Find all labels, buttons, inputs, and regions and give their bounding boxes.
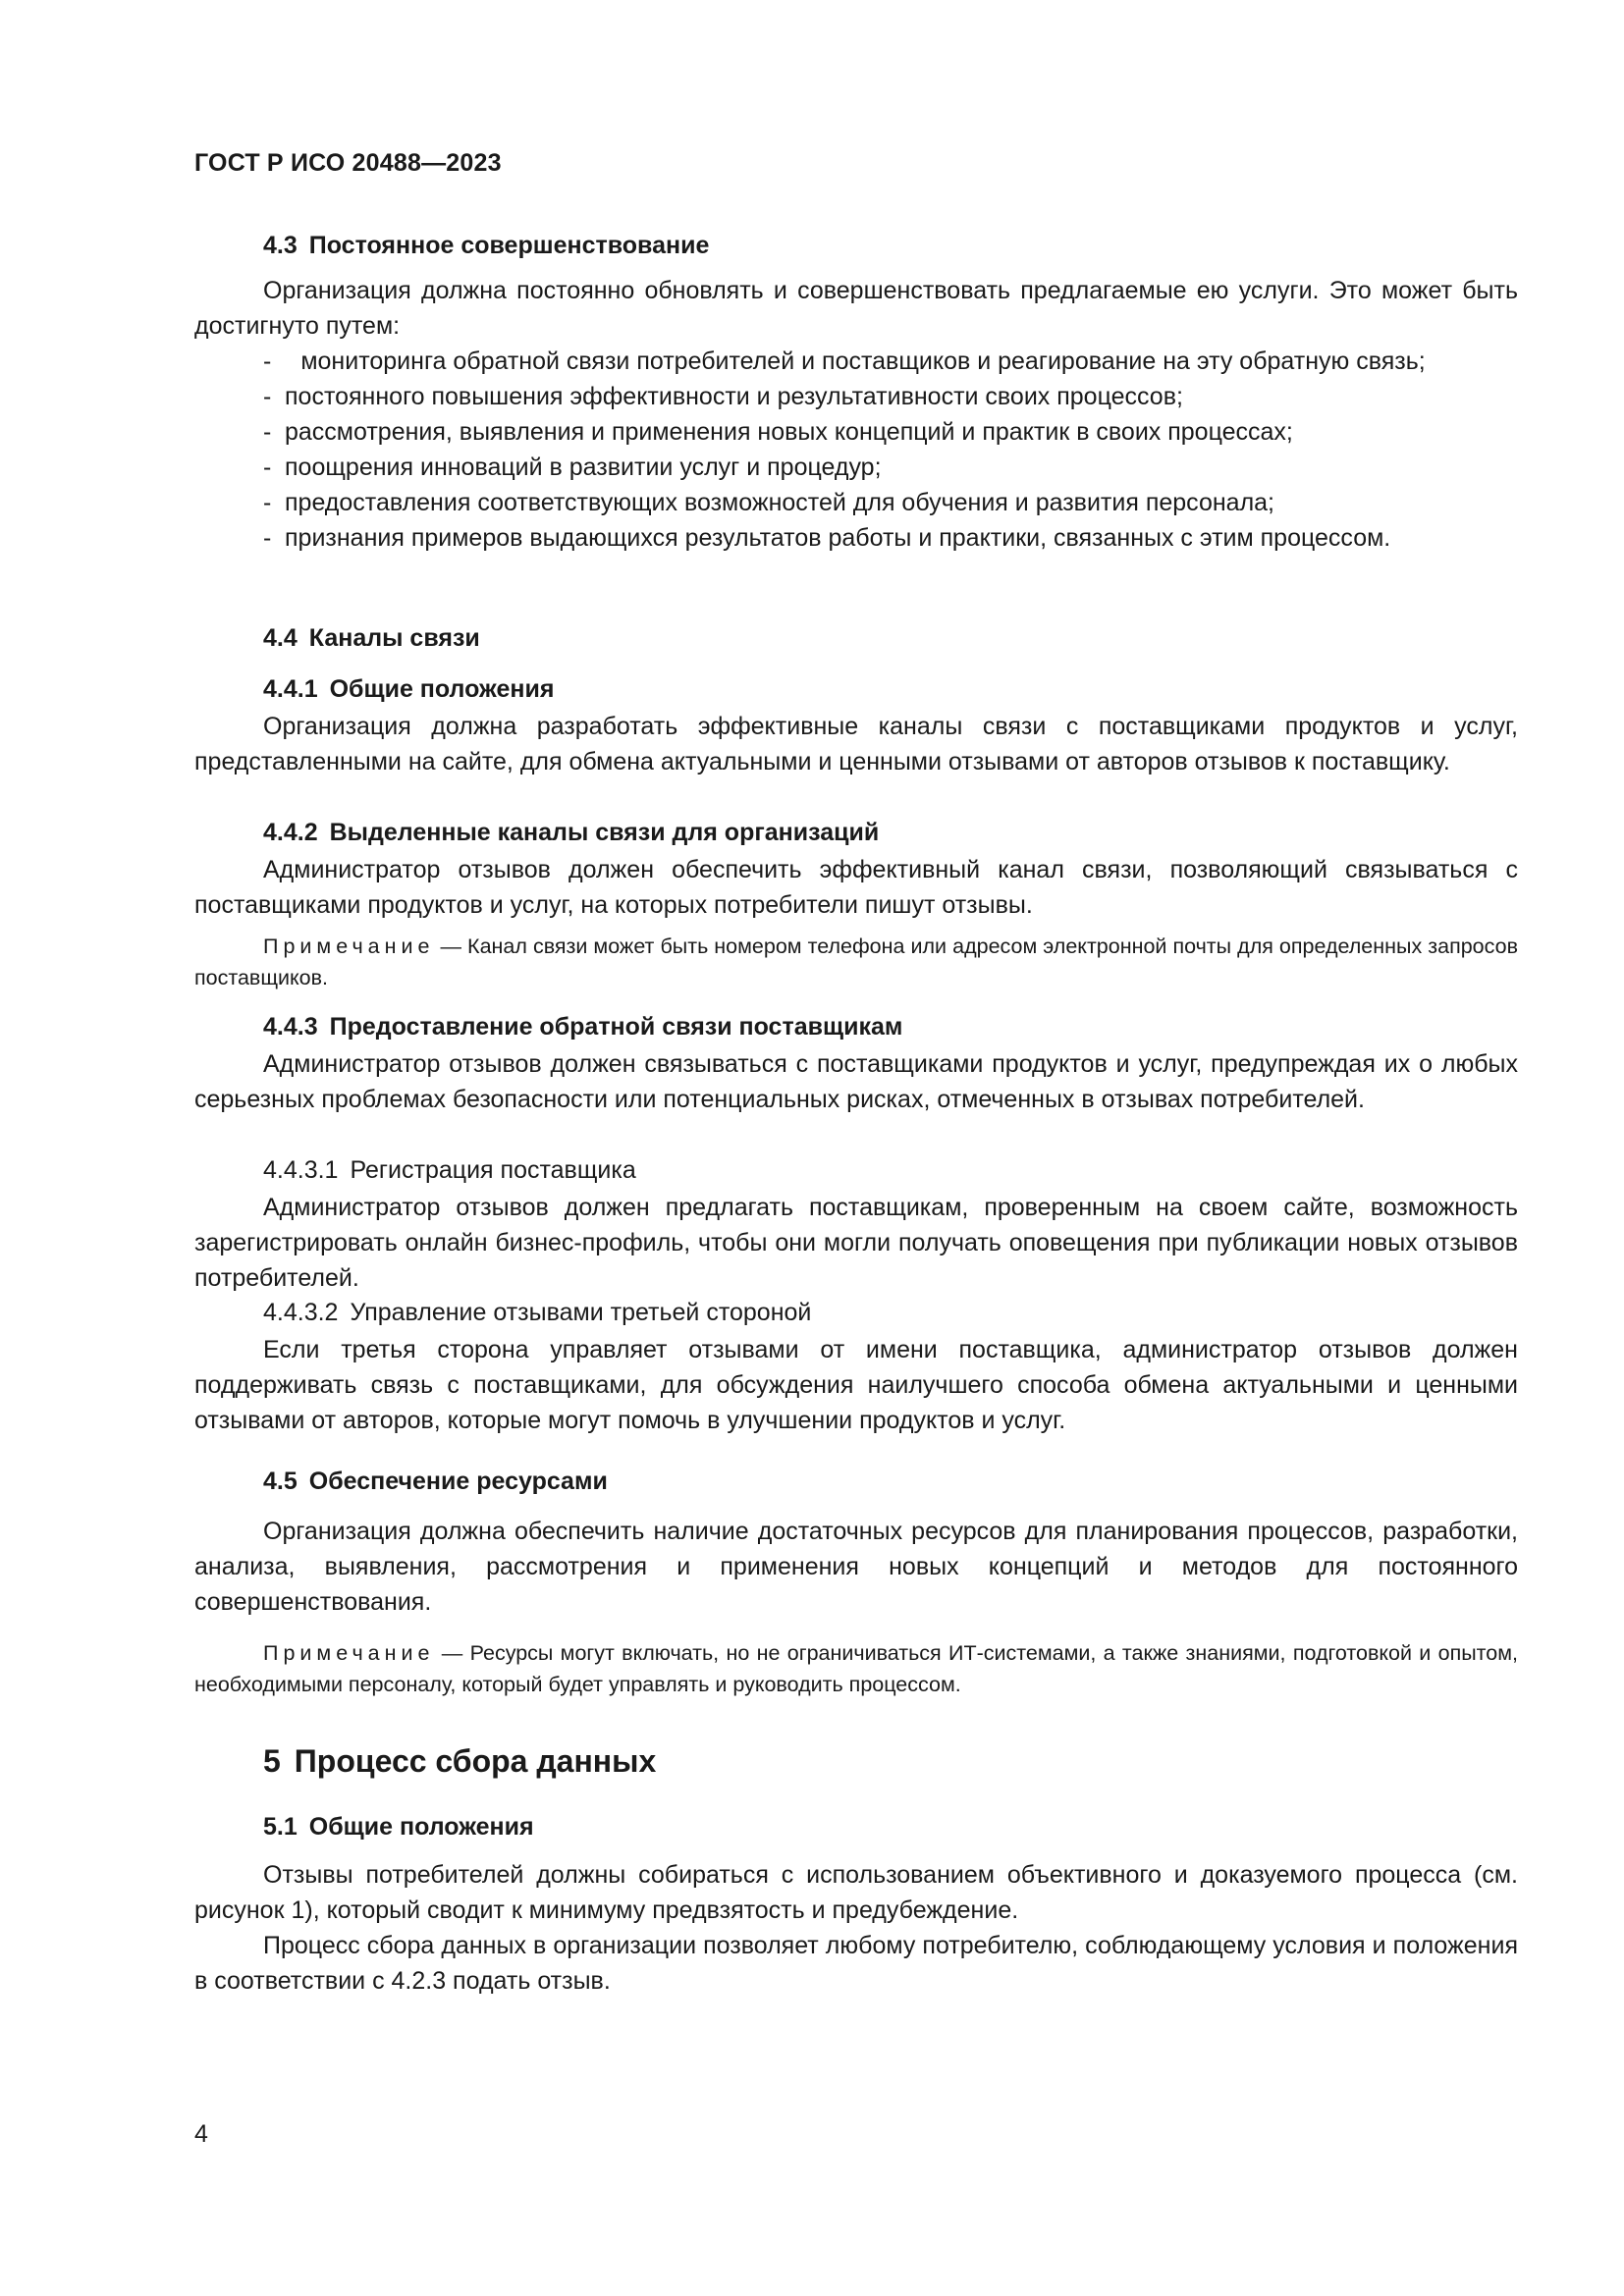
section-5-1-paragraph-1: Отзывы потребителей должны собираться с использованием объективного и доказуемого процесса (см. рисунок 1), который сводит к минимуму предвзятость и предубеждение. <box>194 1861 1518 1924</box>
section-number: 4.3 <box>263 232 298 259</box>
section-4-4-3-heading: 4.4.3 Предоставление обратной связи поставщикам <box>263 1013 903 1041</box>
section-4-4-3-text: Администратор отзывов должен связываться с поставщиками продуктов и услуг, предупреждая их о любых серьезных проблемах безопасности или потенциальных рисках, отмеченных в отзывах потребителей. <box>194 1050 1518 1113</box>
section-4-4-3-1-heading: 4.4.3.1 Регистрация поставщика <box>263 1156 636 1184</box>
section-4-4-3-2-text: Если третья сторона управляет отзывами от имени поставщика, администратор отзывов должен поддерживать связь с поставщиками, для обсуждения наилучшего способа обмена актуальными и ценными отзывами от авторов, которые могут помочь в улучшении продуктов и услуг. <box>194 1336 1518 1434</box>
document-header: ГОСТ Р ИСО 20488—2023 <box>194 149 502 177</box>
section-4-4-2-heading: 4.4.2 Выделенные каналы связи для организаций <box>263 819 880 846</box>
section-4-4-3-1-text: Администратор отзывов должен предлагать поставщикам, проверенным на своем сайте, возможность зарегистрировать онлайн бизнес-профиль, чтобы они могли получать оповещения при публикации новых отзывов потребителей. <box>194 1194 1518 1292</box>
list-item: - признания примеров выдающихся результатов работы и практики, связанных с этим процессом. <box>263 524 1391 552</box>
section-4-4-1-heading: 4.4.1 Общие положения <box>263 675 555 703</box>
section-4-3-intro: Организация должна постоянно обновлять и совершенствовать предлагаемые ею услуги. Это может быть достигнуто путем: <box>194 277 1518 340</box>
section-4-4-3-2-heading: 4.4.3.2 Управление отзывами третьей стороной <box>263 1299 812 1326</box>
section-4-4-1-text: Организация должна разработать эффективные каналы связи с поставщиками продуктов и услуг, представленными на сайте, для обмена актуальными и ценными отзывами от авторов отзывов к поставщику. <box>194 713 1518 775</box>
section-4-5-heading: 4.5 Обеспечение ресурсами <box>263 1468 608 1495</box>
section-4-5-text: Организация должна обеспечить наличие достаточных ресурсов для планирования процессов, разработки, анализа, выявления, рассмотрения и применения новых концепций и методов для постоянного совершенствования. <box>194 1518 1518 1616</box>
section-5-1-heading: 5.1 Общие положения <box>263 1813 534 1841</box>
section-5-heading: 5 Процесс сбора данных <box>263 1743 657 1779</box>
section-5-1-paragraph-2: Процесс сбора данных в организации позволяет любому потребителю, соблюдающему условия и положения в соответствии с 4.2.3 подать отзыв. <box>194 1932 1518 1995</box>
section-4-4-2-note: Примечание — Канал связи может быть номером телефона или адресом электронной почты для определенных запросов поставщиков. <box>194 934 1518 989</box>
list-item: - мониторинга обратной связи потребителей и поставщиков и реагирование на эту обратную связь; <box>263 347 1426 375</box>
list-item: - поощрения инноваций в развитии услуг и процедур; <box>263 454 882 481</box>
list-item: - предоставления соответствующих возможностей для обучения и развития персонала; <box>263 489 1275 516</box>
section-title: Постоянное совершенствование <box>308 232 710 259</box>
list-item: - постоянного повышения эффективности и результативности своих процессов; <box>263 383 1183 410</box>
section-4-5-note: Примечание — Ресурсы могут включать, но не ограничиваться ИТ-системами, а также знаниями, подготовкой и опытом, необходимыми персоналу, который будет управлять и руководить процессом. <box>194 1641 1518 1696</box>
section-4-3-list <box>194 344 1518 556</box>
section-4-4-heading: 4.4 Каналы связи <box>263 624 480 652</box>
section-4-3-heading <box>263 232 709 260</box>
section-4-4-2-text: Администратор отзывов должен обеспечить эффективный канал связи, позволяющий связываться с поставщиками продуктов и услуг, на которых потребители пишут отзывы. <box>194 856 1518 919</box>
page-number: 4 <box>194 2120 208 2148</box>
list-item: - рассмотрения, выявления и применения новых концепций и практик в своих процессах; <box>263 418 1293 446</box>
